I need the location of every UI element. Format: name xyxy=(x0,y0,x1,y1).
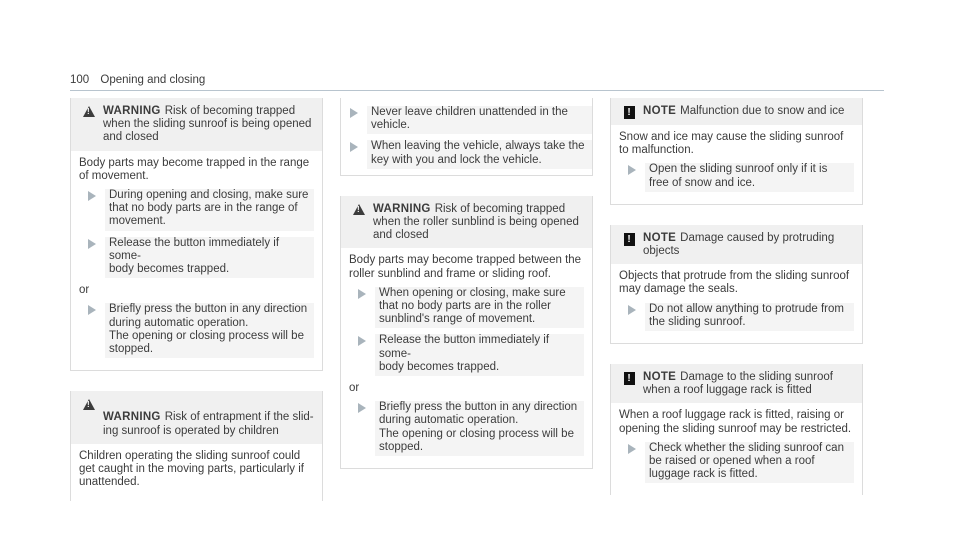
instruction-step xyxy=(619,303,854,331)
note-body: Objects that protrude from the sliding sunroof may damage the seals. xyxy=(619,270,850,296)
play-arrow-icon xyxy=(358,403,366,413)
page-number: 100 xyxy=(70,74,90,86)
warning-keyword: WARNING xyxy=(373,202,431,215)
note-body: Snow and ice may cause the sliding sunroof to malfunction. xyxy=(619,131,844,157)
or-separator: or xyxy=(349,382,360,395)
warning-box-trapped-sunroof xyxy=(70,98,323,371)
warning-triangle-icon xyxy=(83,399,95,410)
step-text: Open the sliding sunroof only if it is free of snow and ice. xyxy=(645,163,854,191)
warning-header xyxy=(71,98,322,151)
instruction-step xyxy=(341,106,592,134)
step-text: Check whether the sliding sunroof can be raised or opened when a roof luggage rack is fitted. xyxy=(645,442,854,484)
play-arrow-icon xyxy=(358,289,366,299)
warning-title: Risk of becoming trapped when the roller sunblind is being opened and closed xyxy=(373,202,579,242)
warning-triangle-icon xyxy=(83,106,95,117)
note-title: Damage caused by protruding objects xyxy=(643,231,835,258)
step-text: During opening and closing, make sure that no body parts are in the range of movement. xyxy=(105,189,314,231)
instruction-step xyxy=(79,303,314,358)
play-arrow-icon xyxy=(88,305,96,315)
instruction-step xyxy=(79,189,314,231)
step-text: Release the button immediately if some- body becomes trapped. xyxy=(375,334,584,376)
notice-exclamation-icon: ! xyxy=(624,233,635,246)
play-arrow-icon xyxy=(628,305,636,315)
play-arrow-icon xyxy=(350,108,358,118)
instruction-step xyxy=(341,140,592,168)
instruction-step xyxy=(619,442,854,484)
warning-keyword: WARNING xyxy=(103,411,161,424)
note-header xyxy=(611,364,862,403)
warning-header xyxy=(341,196,592,249)
warning-body: Children operating the sliding sunroof could get caught in the moving parts, particularly if unattended. xyxy=(79,449,305,489)
instruction-step xyxy=(349,287,584,329)
warning-body: Body parts may become trapped in the range of movement. xyxy=(79,156,310,182)
note-header xyxy=(611,225,862,264)
warning-header xyxy=(71,391,322,444)
warning-title: Risk of becoming trapped when the sliding sunroof is being opened and closed xyxy=(103,105,312,144)
or-separator: or xyxy=(79,284,90,297)
column-1 xyxy=(70,98,323,521)
step-text: Never leave children unattended in the vehicle. xyxy=(367,106,592,134)
column-2 xyxy=(340,98,593,489)
play-arrow-icon xyxy=(350,142,358,152)
step-text: When leaving the vehicle, always take the key with you and lock the vehicle. xyxy=(367,140,592,168)
note-box-protruding-objects xyxy=(610,225,863,344)
header-divider xyxy=(70,90,884,91)
note-keyword: NOTE xyxy=(643,371,677,384)
page-header xyxy=(70,74,205,87)
play-arrow-icon xyxy=(88,191,96,201)
warning-box-children xyxy=(70,391,323,501)
step-text: Briefly press the button in any direction during automatic operation. The opening or closing process will be stopped. xyxy=(375,401,584,456)
note-keyword: NOTE xyxy=(643,105,677,117)
note-box-luggage-rack xyxy=(610,364,863,495)
play-arrow-icon xyxy=(88,239,96,249)
play-arrow-icon xyxy=(358,336,366,346)
warning-box-roller-sunblind xyxy=(340,196,593,469)
step-text: Briefly press the button in any direction during automatic operation. The opening or closing process will be stopped. xyxy=(105,303,314,358)
notice-exclamation-icon: ! xyxy=(624,372,635,385)
instruction-step xyxy=(349,334,584,376)
warning-body: Body parts may become trapped between the roller sunblind and frame or sliding roof. xyxy=(349,254,582,280)
children-steps-box xyxy=(340,98,593,176)
play-arrow-icon xyxy=(628,165,636,175)
note-header xyxy=(611,98,862,125)
instruction-step xyxy=(349,401,584,456)
step-text: Do not allow anything to protrude from the sliding sunroof. xyxy=(645,303,854,331)
note-title: Damage to the sliding sunroof when a roof luggage rack is fitted xyxy=(643,371,833,397)
instruction-step xyxy=(79,237,314,279)
note-title: Malfunction due to snow and ice xyxy=(680,105,845,117)
instruction-step xyxy=(619,163,854,191)
note-keyword: NOTE xyxy=(643,231,677,244)
play-arrow-icon xyxy=(628,444,636,454)
warning-triangle-icon xyxy=(353,204,365,215)
warning-keyword: WARNING xyxy=(103,105,161,117)
column-3 xyxy=(610,98,863,515)
notice-exclamation-icon: ! xyxy=(624,106,635,119)
step-text: Release the button immediately if some- body becomes trapped. xyxy=(105,237,314,279)
note-box-snow-ice xyxy=(610,98,863,205)
note-body: When a roof luggage rack is fitted, raising or opening the sliding sunroof may be restricted. xyxy=(619,409,852,435)
section-title: Opening and closing xyxy=(100,74,206,86)
step-text: When opening or closing, make sure that no body parts are in the roller sunblind's range of movement. xyxy=(375,287,584,329)
warning-title: Risk of entrapment if the slid- ing sunroof is operated by children xyxy=(103,411,314,437)
